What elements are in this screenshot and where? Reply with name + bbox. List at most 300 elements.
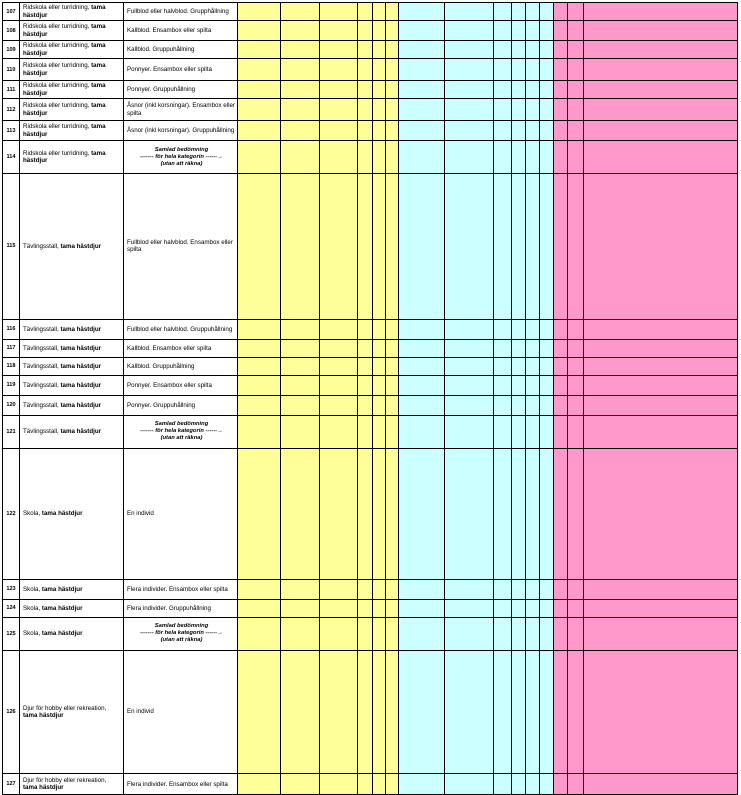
assessment-cell[interactable]	[540, 579, 554, 599]
assessment-cell[interactable]	[399, 59, 445, 81]
assessment-cell[interactable]	[512, 174, 526, 320]
assessment-cell[interactable]	[399, 41, 445, 59]
assessment-cell[interactable]	[512, 599, 526, 617]
assessment-cell[interactable]	[494, 3, 512, 21]
assessment-cell[interactable]	[281, 141, 320, 174]
assessment-cell[interactable]	[540, 650, 554, 774]
assessment-cell[interactable]	[238, 319, 281, 339]
assessment-cell[interactable]	[540, 3, 554, 21]
assessment-cell[interactable]	[320, 357, 358, 375]
assessment-cell[interactable]	[568, 319, 584, 339]
assessment-cell[interactable]	[568, 3, 584, 21]
assessment-cell[interactable]	[540, 121, 554, 141]
assessment-cell[interactable]	[399, 617, 445, 650]
assessment-cell[interactable]	[399, 599, 445, 617]
assessment-cell[interactable]	[512, 319, 526, 339]
assessment-cell[interactable]	[512, 617, 526, 650]
assessment-cell[interactable]	[281, 99, 320, 121]
assessment-cell[interactable]	[445, 415, 494, 448]
assessment-cell[interactable]	[373, 59, 386, 81]
assessment-cell[interactable]	[238, 141, 281, 174]
assessment-cell[interactable]	[445, 395, 494, 415]
assessment-cell[interactable]	[399, 395, 445, 415]
assessment-cell[interactable]	[373, 579, 386, 599]
assessment-cell[interactable]	[320, 21, 358, 41]
assessment-cell[interactable]	[358, 448, 373, 579]
assessment-cell[interactable]	[386, 650, 399, 774]
assessment-cell[interactable]	[399, 415, 445, 448]
assessment-cell[interactable]	[584, 357, 738, 375]
assessment-cell[interactable]	[358, 395, 373, 415]
assessment-cell[interactable]	[512, 81, 526, 99]
assessment-cell[interactable]	[386, 3, 399, 21]
assessment-cell[interactable]	[399, 375, 445, 395]
assessment-cell[interactable]	[526, 448, 540, 579]
assessment-cell[interactable]	[540, 339, 554, 357]
assessment-cell[interactable]	[568, 448, 584, 579]
assessment-cell[interactable]	[568, 357, 584, 375]
assessment-cell[interactable]	[540, 415, 554, 448]
assessment-cell[interactable]	[238, 174, 281, 320]
assessment-cell[interactable]	[238, 415, 281, 448]
assessment-cell[interactable]	[320, 339, 358, 357]
assessment-cell[interactable]	[494, 448, 512, 579]
assessment-cell[interactable]	[386, 141, 399, 174]
assessment-cell[interactable]	[512, 357, 526, 375]
assessment-cell[interactable]	[358, 81, 373, 99]
assessment-cell[interactable]	[584, 121, 738, 141]
assessment-cell[interactable]	[512, 650, 526, 774]
assessment-cell[interactable]	[568, 415, 584, 448]
assessment-cell[interactable]	[568, 21, 584, 41]
assessment-cell[interactable]	[281, 357, 320, 375]
assessment-cell[interactable]	[584, 448, 738, 579]
assessment-cell[interactable]	[568, 395, 584, 415]
assessment-cell[interactable]	[568, 59, 584, 81]
assessment-cell[interactable]	[526, 3, 540, 21]
assessment-cell[interactable]	[494, 339, 512, 357]
assessment-cell[interactable]	[526, 415, 540, 448]
assessment-cell[interactable]	[494, 395, 512, 415]
assessment-cell[interactable]	[386, 774, 399, 795]
assessment-cell[interactable]	[238, 357, 281, 375]
assessment-cell[interactable]	[399, 774, 445, 795]
assessment-cell[interactable]	[584, 21, 738, 41]
assessment-cell[interactable]	[554, 617, 568, 650]
assessment-cell[interactable]	[358, 650, 373, 774]
assessment-cell[interactable]	[399, 21, 445, 41]
assessment-cell[interactable]	[494, 599, 512, 617]
assessment-cell[interactable]	[445, 357, 494, 375]
assessment-cell[interactable]	[238, 121, 281, 141]
assessment-cell[interactable]	[540, 59, 554, 81]
assessment-cell[interactable]	[554, 357, 568, 375]
assessment-cell[interactable]	[320, 395, 358, 415]
assessment-cell[interactable]	[526, 141, 540, 174]
assessment-cell[interactable]	[494, 41, 512, 59]
assessment-cell[interactable]	[540, 141, 554, 174]
assessment-cell[interactable]	[540, 599, 554, 617]
assessment-cell[interactable]	[512, 579, 526, 599]
assessment-cell[interactable]	[584, 59, 738, 81]
assessment-cell[interactable]	[281, 21, 320, 41]
assessment-cell[interactable]	[386, 121, 399, 141]
assessment-cell[interactable]	[445, 339, 494, 357]
assessment-cell[interactable]	[526, 579, 540, 599]
assessment-cell[interactable]	[386, 448, 399, 579]
assessment-cell[interactable]	[358, 141, 373, 174]
assessment-cell[interactable]	[238, 81, 281, 99]
assessment-cell[interactable]	[540, 21, 554, 41]
assessment-cell[interactable]	[540, 81, 554, 99]
assessment-cell[interactable]	[281, 81, 320, 99]
assessment-cell[interactable]	[526, 339, 540, 357]
assessment-cell[interactable]	[386, 617, 399, 650]
assessment-cell[interactable]	[358, 319, 373, 339]
assessment-cell[interactable]	[358, 339, 373, 357]
assessment-cell[interactable]	[568, 617, 584, 650]
assessment-cell[interactable]	[494, 357, 512, 375]
assessment-cell[interactable]	[540, 99, 554, 121]
assessment-cell[interactable]	[238, 617, 281, 650]
assessment-cell[interactable]	[584, 174, 738, 320]
assessment-cell[interactable]	[373, 41, 386, 59]
assessment-cell[interactable]	[526, 599, 540, 617]
assessment-cell[interactable]	[445, 21, 494, 41]
assessment-cell[interactable]	[584, 617, 738, 650]
assessment-cell[interactable]	[320, 319, 358, 339]
assessment-cell[interactable]	[584, 81, 738, 99]
assessment-cell[interactable]	[554, 319, 568, 339]
assessment-cell[interactable]	[554, 375, 568, 395]
assessment-cell[interactable]	[526, 395, 540, 415]
assessment-cell[interactable]	[445, 617, 494, 650]
assessment-cell[interactable]	[540, 41, 554, 59]
assessment-cell[interactable]	[320, 121, 358, 141]
assessment-cell[interactable]	[386, 81, 399, 99]
assessment-cell[interactable]	[494, 59, 512, 81]
assessment-cell[interactable]	[358, 121, 373, 141]
assessment-cell[interactable]	[512, 141, 526, 174]
assessment-cell[interactable]	[373, 448, 386, 579]
assessment-cell[interactable]	[358, 375, 373, 395]
assessment-cell[interactable]	[445, 650, 494, 774]
assessment-cell[interactable]	[584, 339, 738, 357]
assessment-cell[interactable]	[568, 579, 584, 599]
assessment-cell[interactable]	[584, 375, 738, 395]
assessment-cell[interactable]	[568, 599, 584, 617]
assessment-cell[interactable]	[386, 357, 399, 375]
assessment-cell[interactable]	[568, 375, 584, 395]
assessment-cell[interactable]	[320, 41, 358, 59]
assessment-cell[interactable]	[373, 99, 386, 121]
assessment-cell[interactable]	[568, 650, 584, 774]
assessment-cell[interactable]	[512, 395, 526, 415]
assessment-cell[interactable]	[554, 448, 568, 579]
assessment-cell[interactable]	[540, 617, 554, 650]
assessment-cell[interactable]	[358, 579, 373, 599]
assessment-cell[interactable]	[526, 617, 540, 650]
assessment-cell[interactable]	[373, 357, 386, 375]
assessment-cell[interactable]	[554, 81, 568, 99]
assessment-cell[interactable]	[526, 21, 540, 41]
assessment-cell[interactable]	[526, 357, 540, 375]
assessment-cell[interactable]	[386, 21, 399, 41]
assessment-cell[interactable]	[373, 395, 386, 415]
assessment-cell[interactable]	[445, 319, 494, 339]
assessment-cell[interactable]	[386, 59, 399, 81]
assessment-cell[interactable]	[584, 599, 738, 617]
assessment-cell[interactable]	[238, 339, 281, 357]
assessment-cell[interactable]	[445, 579, 494, 599]
assessment-cell[interactable]	[238, 599, 281, 617]
assessment-cell[interactable]	[494, 774, 512, 795]
assessment-cell[interactable]	[540, 174, 554, 320]
assessment-cell[interactable]	[526, 121, 540, 141]
assessment-cell[interactable]	[238, 375, 281, 395]
assessment-cell[interactable]	[281, 121, 320, 141]
assessment-cell[interactable]	[373, 3, 386, 21]
assessment-cell[interactable]	[320, 174, 358, 320]
assessment-cell[interactable]	[512, 59, 526, 81]
assessment-cell[interactable]	[445, 774, 494, 795]
assessment-cell[interactable]	[373, 375, 386, 395]
assessment-cell[interactable]	[445, 599, 494, 617]
assessment-cell[interactable]	[281, 448, 320, 579]
assessment-cell[interactable]	[386, 99, 399, 121]
assessment-cell[interactable]	[281, 59, 320, 81]
assessment-cell[interactable]	[526, 99, 540, 121]
assessment-cell[interactable]	[238, 59, 281, 81]
assessment-cell[interactable]	[238, 448, 281, 579]
assessment-cell[interactable]	[494, 375, 512, 395]
assessment-cell[interactable]	[320, 59, 358, 81]
assessment-cell[interactable]	[568, 774, 584, 795]
assessment-cell[interactable]	[554, 174, 568, 320]
assessment-cell[interactable]	[584, 319, 738, 339]
assessment-cell[interactable]	[445, 59, 494, 81]
assessment-cell[interactable]	[512, 448, 526, 579]
assessment-cell[interactable]	[554, 774, 568, 795]
assessment-cell[interactable]	[445, 448, 494, 579]
assessment-cell[interactable]	[584, 415, 738, 448]
assessment-cell[interactable]	[373, 774, 386, 795]
assessment-cell[interactable]	[320, 3, 358, 21]
assessment-cell[interactable]	[399, 121, 445, 141]
assessment-cell[interactable]	[399, 3, 445, 21]
assessment-cell[interactable]	[445, 99, 494, 121]
assessment-cell[interactable]	[512, 3, 526, 21]
assessment-cell[interactable]	[399, 650, 445, 774]
assessment-cell[interactable]	[281, 339, 320, 357]
assessment-cell[interactable]	[584, 99, 738, 121]
assessment-cell[interactable]	[584, 579, 738, 599]
assessment-cell[interactable]	[494, 617, 512, 650]
assessment-cell[interactable]	[399, 81, 445, 99]
assessment-cell[interactable]	[281, 174, 320, 320]
assessment-cell[interactable]	[494, 319, 512, 339]
assessment-cell[interactable]	[238, 41, 281, 59]
assessment-cell[interactable]	[399, 579, 445, 599]
assessment-cell[interactable]	[445, 3, 494, 21]
assessment-cell[interactable]	[373, 174, 386, 320]
assessment-cell[interactable]	[445, 174, 494, 320]
assessment-cell[interactable]	[238, 21, 281, 41]
assessment-cell[interactable]	[554, 99, 568, 121]
assessment-cell[interactable]	[445, 41, 494, 59]
assessment-cell[interactable]	[526, 650, 540, 774]
assessment-cell[interactable]	[526, 319, 540, 339]
assessment-cell[interactable]	[320, 99, 358, 121]
assessment-cell[interactable]	[386, 599, 399, 617]
assessment-cell[interactable]	[373, 650, 386, 774]
assessment-cell[interactable]	[568, 81, 584, 99]
assessment-cell[interactable]	[554, 59, 568, 81]
assessment-cell[interactable]	[386, 174, 399, 320]
assessment-cell[interactable]	[554, 339, 568, 357]
assessment-cell[interactable]	[494, 650, 512, 774]
assessment-cell[interactable]	[584, 650, 738, 774]
assessment-cell[interactable]	[540, 319, 554, 339]
assessment-cell[interactable]	[584, 141, 738, 174]
assessment-cell[interactable]	[399, 174, 445, 320]
assessment-cell[interactable]	[386, 375, 399, 395]
assessment-cell[interactable]	[540, 357, 554, 375]
assessment-cell[interactable]	[320, 415, 358, 448]
assessment-cell[interactable]	[281, 395, 320, 415]
assessment-cell[interactable]	[373, 319, 386, 339]
assessment-cell[interactable]	[238, 579, 281, 599]
assessment-cell[interactable]	[358, 21, 373, 41]
assessment-cell[interactable]	[358, 415, 373, 448]
assessment-cell[interactable]	[554, 395, 568, 415]
assessment-cell[interactable]	[238, 650, 281, 774]
assessment-cell[interactable]	[554, 3, 568, 21]
assessment-cell[interactable]	[238, 99, 281, 121]
assessment-cell[interactable]	[386, 41, 399, 59]
assessment-cell[interactable]	[445, 81, 494, 99]
assessment-cell[interactable]	[540, 375, 554, 395]
assessment-cell[interactable]	[373, 599, 386, 617]
assessment-cell[interactable]	[554, 415, 568, 448]
assessment-cell[interactable]	[512, 21, 526, 41]
assessment-cell[interactable]	[320, 375, 358, 395]
assessment-cell[interactable]	[568, 121, 584, 141]
assessment-cell[interactable]	[358, 174, 373, 320]
assessment-cell[interactable]	[281, 579, 320, 599]
assessment-cell[interactable]	[526, 375, 540, 395]
assessment-cell[interactable]	[320, 81, 358, 99]
assessment-cell[interactable]	[554, 141, 568, 174]
assessment-cell[interactable]	[386, 319, 399, 339]
assessment-cell[interactable]	[281, 617, 320, 650]
assessment-cell[interactable]	[554, 121, 568, 141]
assessment-cell[interactable]	[320, 650, 358, 774]
assessment-cell[interactable]	[281, 415, 320, 448]
assessment-cell[interactable]	[526, 774, 540, 795]
assessment-cell[interactable]	[281, 774, 320, 795]
assessment-cell[interactable]	[281, 375, 320, 395]
assessment-cell[interactable]	[526, 41, 540, 59]
assessment-cell[interactable]	[540, 395, 554, 415]
assessment-cell[interactable]	[281, 599, 320, 617]
assessment-cell[interactable]	[238, 395, 281, 415]
assessment-cell[interactable]	[238, 774, 281, 795]
assessment-cell[interactable]	[494, 21, 512, 41]
assessment-cell[interactable]	[358, 617, 373, 650]
assessment-cell[interactable]	[320, 599, 358, 617]
assessment-cell[interactable]	[320, 774, 358, 795]
assessment-cell[interactable]	[445, 121, 494, 141]
assessment-cell[interactable]	[386, 579, 399, 599]
assessment-cell[interactable]	[494, 121, 512, 141]
assessment-cell[interactable]	[281, 41, 320, 59]
assessment-cell[interactable]	[373, 121, 386, 141]
assessment-cell[interactable]	[554, 599, 568, 617]
assessment-cell[interactable]	[358, 41, 373, 59]
assessment-cell[interactable]	[373, 21, 386, 41]
assessment-cell[interactable]	[512, 774, 526, 795]
assessment-cell[interactable]	[320, 141, 358, 174]
assessment-cell[interactable]	[494, 174, 512, 320]
assessment-cell[interactable]	[358, 59, 373, 81]
assessment-cell[interactable]	[445, 375, 494, 395]
assessment-cell[interactable]	[494, 579, 512, 599]
assessment-cell[interactable]	[512, 375, 526, 395]
assessment-cell[interactable]	[526, 174, 540, 320]
assessment-cell[interactable]	[512, 415, 526, 448]
assessment-cell[interactable]	[568, 174, 584, 320]
assessment-cell[interactable]	[358, 599, 373, 617]
assessment-cell[interactable]	[568, 141, 584, 174]
assessment-cell[interactable]	[399, 357, 445, 375]
assessment-cell[interactable]	[373, 339, 386, 357]
assessment-cell[interactable]	[445, 141, 494, 174]
assessment-cell[interactable]	[540, 774, 554, 795]
assessment-cell[interactable]	[373, 81, 386, 99]
assessment-cell[interactable]	[554, 650, 568, 774]
assessment-cell[interactable]	[399, 319, 445, 339]
assessment-cell[interactable]	[526, 59, 540, 81]
assessment-cell[interactable]	[540, 448, 554, 579]
assessment-cell[interactable]	[554, 579, 568, 599]
assessment-cell[interactable]	[320, 617, 358, 650]
assessment-cell[interactable]	[281, 3, 320, 21]
assessment-cell[interactable]	[281, 319, 320, 339]
assessment-cell[interactable]	[554, 41, 568, 59]
assessment-cell[interactable]	[526, 81, 540, 99]
assessment-cell[interactable]	[584, 774, 738, 795]
assessment-cell[interactable]	[281, 650, 320, 774]
assessment-cell[interactable]	[512, 41, 526, 59]
assessment-cell[interactable]	[386, 339, 399, 357]
assessment-cell[interactable]	[386, 415, 399, 448]
assessment-cell[interactable]	[584, 395, 738, 415]
assessment-cell[interactable]	[584, 3, 738, 21]
assessment-cell[interactable]	[358, 99, 373, 121]
assessment-cell[interactable]	[320, 579, 358, 599]
assessment-cell[interactable]	[494, 141, 512, 174]
assessment-cell[interactable]	[494, 99, 512, 121]
assessment-cell[interactable]	[568, 41, 584, 59]
assessment-cell[interactable]	[494, 415, 512, 448]
assessment-cell[interactable]	[512, 121, 526, 141]
assessment-cell[interactable]	[386, 395, 399, 415]
assessment-cell[interactable]	[358, 357, 373, 375]
assessment-cell[interactable]	[568, 99, 584, 121]
assessment-cell[interactable]	[568, 339, 584, 357]
assessment-cell[interactable]	[494, 81, 512, 99]
